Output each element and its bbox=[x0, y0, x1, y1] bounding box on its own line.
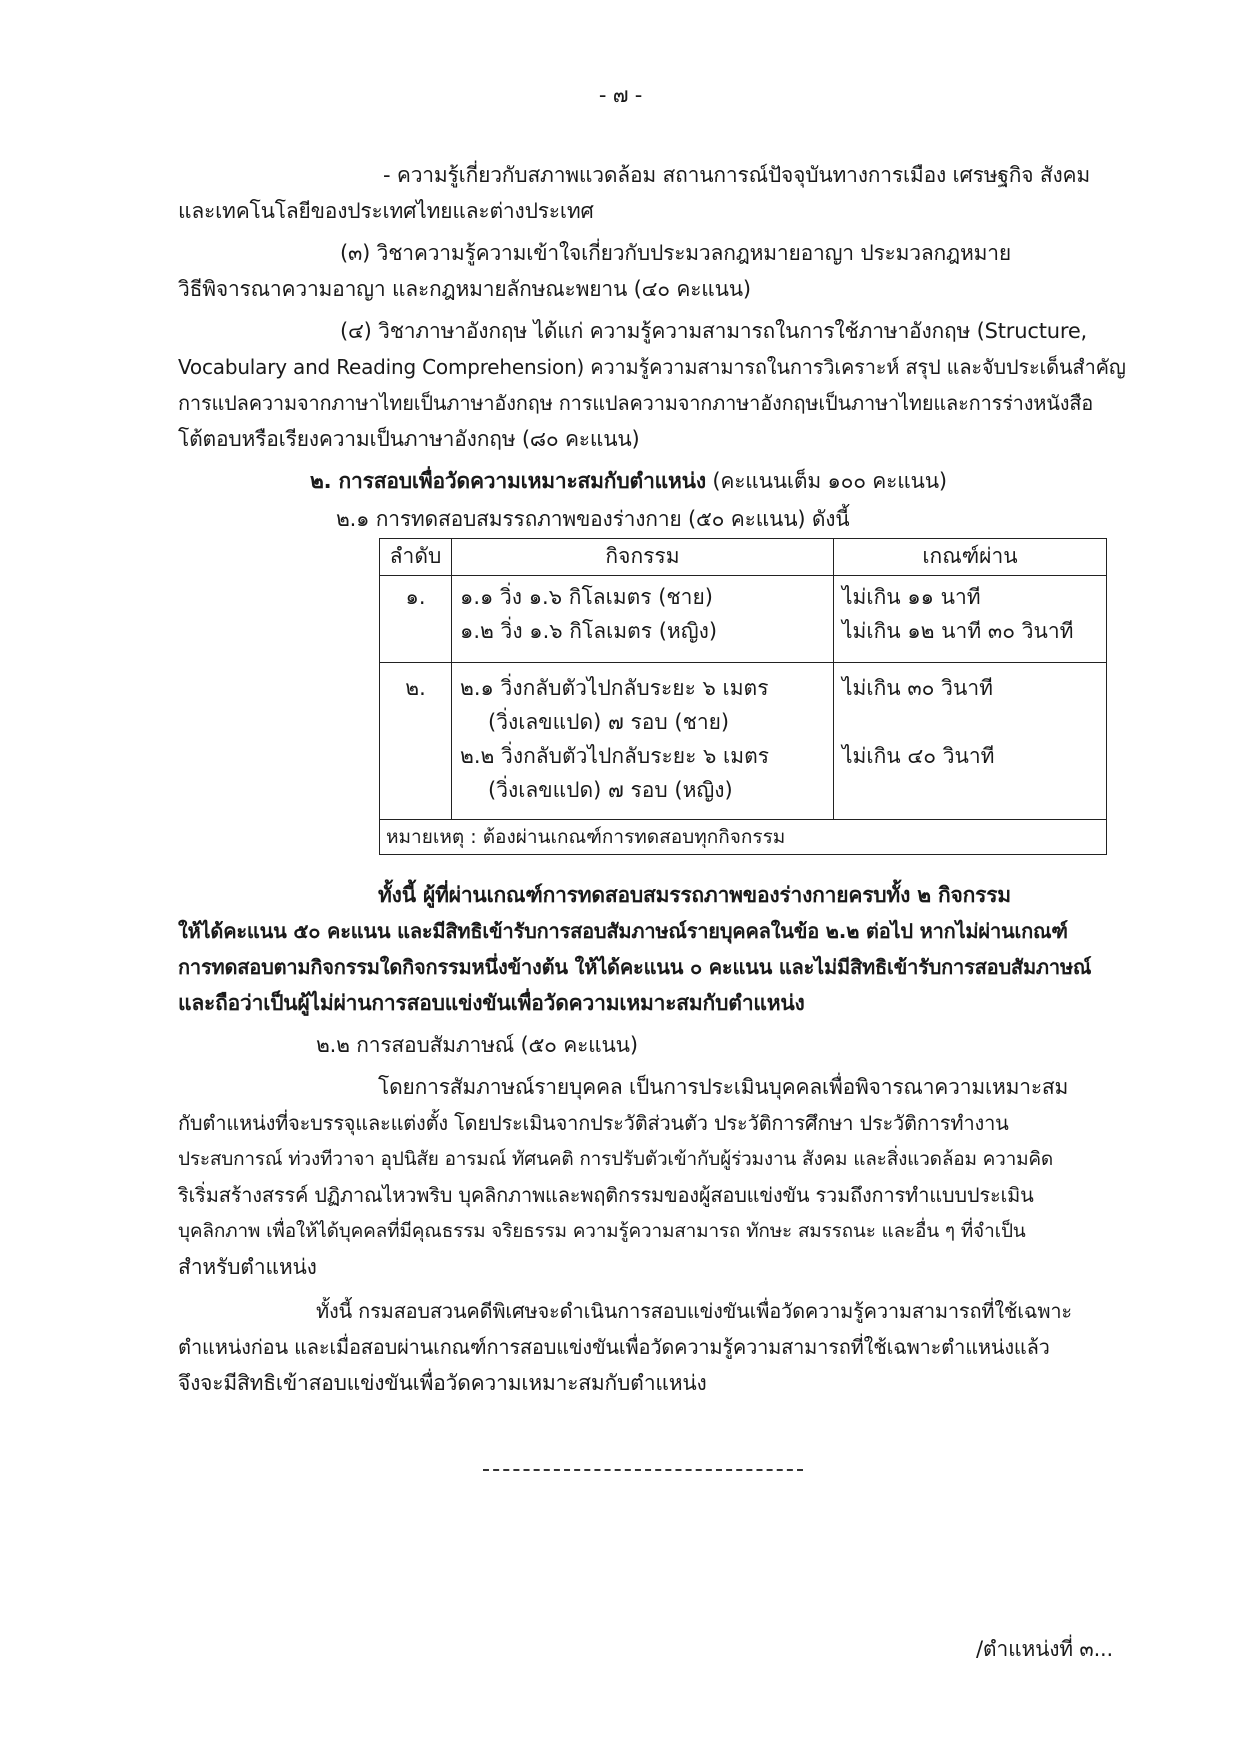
interview-paragraph-line: ประสบการณ์ ท่วงทีวาจา อุปนิสัย อารมณ์ ทัศนคติ การปรับตัวเข้ากับผู้ร่วมงาน สังคม และสิ่งแวดล้อม ความคิด bbox=[178, 1148, 1054, 1170]
interview-paragraph-line: กับตำแหน่งที่จะบรรจุและแต่งตั้ง โดยประเมินจากประวัติส่วนตัว ประวัติการศึกษา ประวัติการทำงาน bbox=[178, 1111, 1009, 1135]
activity-item: ๒.๑ วิ่งกลับตัวไปกลับระยะ ๖ เมตร bbox=[460, 676, 769, 700]
page-number: - ๗ - bbox=[598, 83, 643, 107]
activity-item: ๒.๒ วิ่งกลับตัวไปกลับระยะ ๖ เมตร bbox=[460, 744, 769, 768]
body-line: โต้ตอบหรือเรียงความเป็นภาษาอังกฤษ (๘๐ คะแนน) bbox=[178, 427, 640, 451]
activity-item: ๑.๑ วิ่ง ๑.๖ กิโลเมตร (ชาย) bbox=[460, 585, 713, 609]
section-2-heading-bold: ๒. การสอบเพื่อวัดความเหมาะสมกับตำแหน่ง bbox=[310, 469, 706, 493]
activity-item: ๑.๒ วิ่ง ๑.๖ กิโลเมตร (หญิง) bbox=[460, 619, 718, 643]
header-order: ลำดับ bbox=[380, 539, 452, 576]
body-line: - ความรู้เกี่ยวกับสภาพแวดล้อม สถานการณ์ปัจจุบันทางการเมือง เศรษฐกิจ สังคม bbox=[383, 163, 1090, 187]
final-paragraph-line: จึงจะมีสิทธิเข้าสอบแข่งขันเพื่อวัดความเหมาะสมกับตำแหน่ง bbox=[178, 1371, 707, 1395]
interview-paragraph-line: ริเริ่มสร้างสรรค์ ปฏิภาณไหวพริบ บุคลิกภาพและพฤติกรรมของผู้สอบแข่งขัน รวมถึงการทำแบบประเมิน bbox=[178, 1183, 1034, 1207]
table-row bbox=[380, 663, 1107, 820]
table-note-row bbox=[380, 820, 1107, 855]
activity-cell bbox=[452, 576, 834, 663]
body-line: และเทคโนโลยีของประเทศไทยและต่างประเทศ bbox=[178, 199, 594, 223]
fitness-criteria-table bbox=[379, 538, 1107, 855]
activity-cell bbox=[452, 663, 834, 820]
interview-paragraph-line: โดยการสัมภาษณ์รายบุคคล เป็นการประเมินบุคคลเพื่อพิจารณาความเหมาะสม bbox=[378, 1075, 1069, 1099]
continuation-text: /ตำแหน่งที่ ๓... bbox=[976, 1637, 1113, 1661]
row-number: ๒. bbox=[380, 663, 452, 820]
interview-paragraph-line: บุคลิกภาพ เพื่อให้ได้บุคคลที่มีคุณธรรม จริยธรรม ความรู้ความสามารถ ทักษะ สมรรถนะ และอื่น ๆ ที่จำเป็น bbox=[178, 1220, 1026, 1242]
criteria-item: ไม่เกิน ๑๒ นาที ๓๐ วินาที bbox=[842, 619, 1074, 643]
header-activity: กิจกรรม bbox=[452, 539, 834, 576]
interview-paragraph-line: สำหรับตำแหน่ง bbox=[178, 1255, 317, 1279]
body-line: (๓) วิชาความรู้ความเข้าใจเกี่ยวกับประมวลกฎหมายอาญา ประมวลกฎหมาย bbox=[340, 241, 1011, 265]
criteria-item: ไม่เกิน ๑๑ นาที bbox=[842, 585, 981, 609]
section-2-heading bbox=[310, 466, 947, 496]
criteria-cell bbox=[834, 576, 1107, 663]
activity-item: (วิ่งเลขแปด) ๗ รอบ (หญิง) bbox=[488, 778, 733, 802]
bold-paragraph-line: ให้ได้คะแนน ๕๐ คะแนน และมีสิทธิเข้ารับการสอบสัมภาษณ์รายบุคคลในข้อ ๒.๒ ต่อไป หากไม่ผ่านเกณฑ์ bbox=[178, 919, 1068, 943]
body-line: วิธีพิจารณาความอาญา และกฎหมายลักษณะพยาน (๔๐ คะแนน) bbox=[178, 277, 751, 301]
header-criteria: เกณฑ์ผ่าน bbox=[834, 539, 1107, 576]
final-paragraph-line: ทั้งนี้ กรมสอบสวนคดีพิเศษจะดำเนินการสอบแข่งขันเพื่อวัดความรู้ความสามารถที่ใช้เฉพาะ bbox=[316, 1299, 1072, 1323]
separator-dashed-line bbox=[483, 1469, 803, 1471]
row-number: ๑. bbox=[380, 576, 452, 663]
section-2-heading-rest: (คะแนนเต็ม ๑๐๐ คะแนน) bbox=[705, 469, 947, 493]
table-note: หมายเหตุ : ต้องผ่านเกณฑ์การทดสอบทุกกิจกรรม bbox=[380, 820, 1107, 855]
section-2-1-heading: ๒.๑ การทดสอบสมรรถภาพของร่างกาย (๕๐ คะแนน) ดังนี้ bbox=[336, 507, 850, 531]
bold-paragraph-line: และถือว่าเป็นผู้ไม่ผ่านการสอบแข่งขันเพื่อวัดความเหมาะสมกับตำแหน่ง bbox=[178, 991, 805, 1015]
criteria-item: ไม่เกิน ๔๐ วินาที bbox=[842, 744, 995, 768]
body-line: Vocabulary and Reading Comprehension) ความรู้ความสามารถในการวิเคราะห์ สรุป และจับประเด็นสำคัญ bbox=[178, 355, 1126, 379]
table-header-row bbox=[380, 539, 1107, 576]
bold-paragraph-line: ทั้งนี้ ผู้ที่ผ่านเกณฑ์การทดสอบสมรรถภาพของร่างกายครบทั้ง ๒ กิจกรรม bbox=[378, 883, 1011, 907]
criteria-item: ไม่เกิน ๓๐ วินาที bbox=[842, 676, 993, 700]
body-line: การแปลความจากภาษาไทยเป็นภาษาอังกฤษ การแปลความจากภาษาอังกฤษเป็นภาษาไทยและการร่างหนังสือ bbox=[178, 391, 1094, 415]
criteria-cell bbox=[834, 663, 1107, 820]
activity-item: (วิ่งเลขแปด) ๗ รอบ (ชาย) bbox=[488, 710, 730, 734]
final-paragraph-line: ตำแหน่งก่อน และเมื่อสอบผ่านเกณฑ์การสอบแข่งขันเพื่อวัดความรู้ความสามารถที่ใช้เฉพาะตำแหน่งแล้ว bbox=[178, 1335, 1050, 1359]
section-2-2-heading: ๒.๒ การสอบสัมภาษณ์ (๕๐ คะแนน) bbox=[316, 1033, 638, 1057]
body-line: (๔) วิชาภาษาอังกฤษ ได้แก่ ความรู้ความสามารถในการใช้ภาษาอังกฤษ (Structure, bbox=[340, 319, 1088, 343]
bold-paragraph-line: การทดสอบตามกิจกรรมใดกิจกรรมหนึ่งข้างต้น ให้ได้คะแนน ๐ คะแนน และไม่มีสิทธิเข้ารับการสอบสัมภาษณ์ bbox=[178, 955, 1092, 979]
table-row bbox=[380, 576, 1107, 663]
